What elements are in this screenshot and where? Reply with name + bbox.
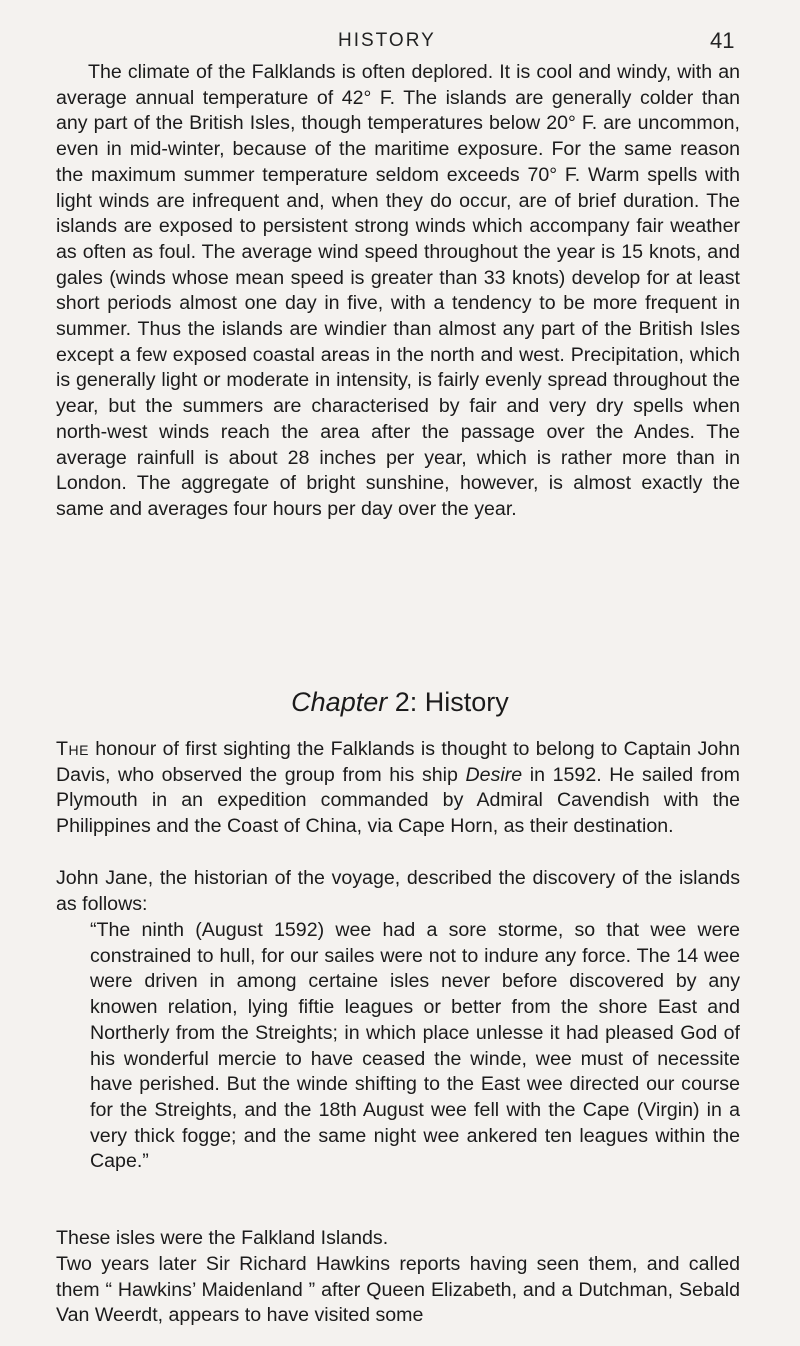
running-title: HISTORY [338,30,436,51]
hawkins-paragraph: Two years later Sir Richard Hawkins reports having seen them, and called them “ Hawkins’ Maidenland ” after Queen Elizabeth, and a Dutchman, Sebald Van Weerdt, appears to have visited some [56,1253,740,1327]
history-opening-paragraph [56,737,740,840]
chapter-label: Chapter [291,687,388,717]
chapter-title: History [424,687,509,717]
chapter-heading [0,687,800,718]
islands-line: These isles were the Falkland Islands. [56,1227,389,1249]
block-quote: “The ninth (August 1592) wee had a sore storme, so that wee were constrained to hull, for our sailes were not to indure any force. The 14 wee were driven in among certaine isles never before discovered by any knowen relation, lying fiftie leagues or better from the shore East and Northerly from the Streights; in which place unlesse it had pleased God of his wonderful mercie to have ceased the winde, wee must of necessite have perished. But the winde shifting to the East wee directed our course for the Streights, and the 18th August wee fell with the Cape (Virgin) in a very thick fogge; and the same night wee ankered ten leagues within the Cape.” [90,919,740,1173]
climate-paragraph: The climate of the Falklands is often deplored. It is cool and windy, with an average annual temperature of 42° F. The islands are generally colder than any part of the British Isles, though temperatures below 20° F. are uncommon, even in mid-winter, because of the maritime exposure. For the same reason the maximum summer temperature seldom exceeds 70° F. Warm spells with light winds are infrequent and, when they do occur, are of brief duration. The islands are exposed to persistent strong winds which accompany fair weather as often as foul. The average wind speed throughout the year is 15 knots, and gales (winds whose mean speed is greater than 33 knots) develop for at least short periods almost one day in five, with a tendency to be more frequent in summer. Thus the islands are windier than almost any part of the British Isles except a few exposed coastal areas in the north and west. Precipitation, which is generally light or moderate in intensity, is fairly evenly spread throughout the year, but the summers are characterised by fair and very dry spells when north-west winds reach the area after the passage over the Andes. The average rainfull is about 28 inches per year, which is rather more than in London. The aggregate of bright sunshine, however, is almost exactly the same and averages four hours per day over the year. [56,61,740,520]
ship-name: Desire [465,763,523,786]
chapter-number: 2: [394,687,418,717]
running-head [0,30,800,56]
page-number: 41 [710,28,735,53]
opening-text-a: honour of first sighting the Falklands is thought to belong to Captain John Davis, who observed the group from his ship [56,738,740,786]
opening-text-b: in 1592. He sailed from Plymouth in an expedition commanded by Admiral Cavendish with the Philippines and the Coast of China, via Cape Horn, as their destination. [56,763,740,838]
jane-intro-paragraph: John Jane, the historian of the voyage, described the discovery of the islands as follows: [56,867,740,915]
drop-smallcaps-word: The [56,738,89,760]
